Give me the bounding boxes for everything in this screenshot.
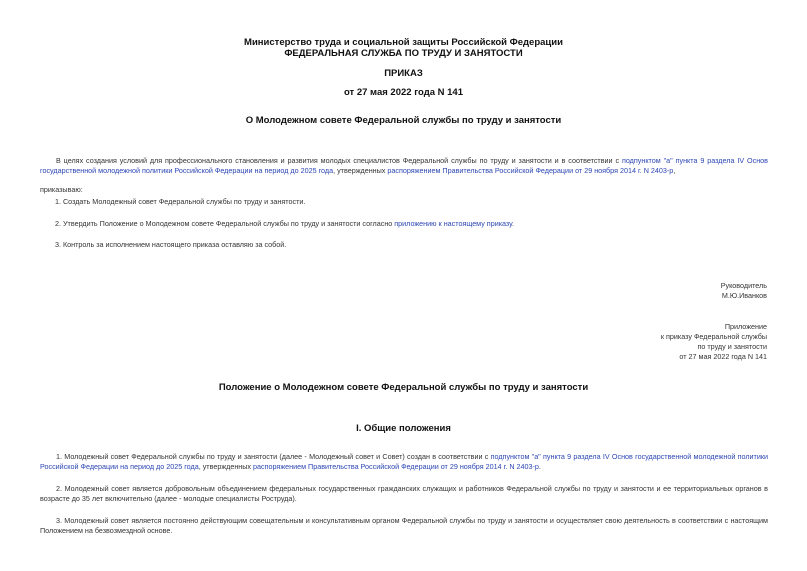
regulation-paragraph-3: [40, 516, 768, 536]
appendix-link[interactable]: приложению к настоящему приказу: [394, 219, 513, 228]
regulation-p3-text: 3. Молодежный совет является постоянно действующим совещательным и консультативным органом Федеральной службы по труду и занятости и осуществляет свою деятельность в соответствии с настоящим Положением на безвозмездной основе.: [40, 516, 768, 535]
doc-date: от 27 мая 2022 года N 141: [343, 87, 464, 98]
youth-policy-link-2[interactable]: подпунктом "а" пункта 9 раздела IV Основ государственной молодежной политики Российской Федерации на период до 2025 года: [40, 452, 768, 471]
regulation-p2-text: 2. Молодежный совет является добровольным объединением федеральных государственных гражданских служащих и работников Федеральной службы по труду и занятости и ее территориальных органов в возрасте до 35 лет включительно (далее - молодые специалисты Роструда).: [40, 484, 768, 503]
appendix-line-3: по труду и занятости: [697, 342, 767, 351]
preamble-text-2: , утвержденных: [333, 166, 388, 175]
doc-title: О Молодежном совете Федеральной службы по труду и занятости: [245, 115, 562, 126]
regulation-paragraph-2: [40, 484, 768, 504]
appendix-line-4: от 27 мая 2022 года N 141: [679, 352, 767, 361]
government-order-link[interactable]: распоряжением Правительства Российской Федерации от 29 ноября 2014 г. N 2403-р: [387, 166, 674, 175]
regulation-title: Положение о Молодежном совете Федеральной службы по труду и занятости: [218, 382, 589, 393]
section-heading: I. Общие положения: [356, 423, 451, 434]
government-order-link-2[interactable]: распоряжением Правительства Российской Федерации от 29 ноября 2014 г. N 2403-р: [253, 462, 539, 471]
order-item-2-text: 2. Утвердить Положение о Молодежном совете Федеральной службы по труду и занятости согласно: [55, 219, 395, 228]
orders-word: приказываю:: [40, 185, 83, 194]
preamble-text: В целях создания условий для профессионального становления и развития молодых специалистов Федеральной службы по труду и занятости и в соответствии с: [56, 156, 622, 165]
ministry-name: Министерство труда и социальной защиты Российской Федерации: [244, 37, 563, 48]
signature-name: М.Ю.Иванков: [721, 291, 767, 300]
preamble-text-3: ,: [673, 166, 676, 175]
appendix-line-2: к приказу Федеральной службы: [660, 332, 767, 341]
appendix-line-1: Приложение: [724, 322, 767, 331]
order-item-3: 3. Контроль за исполнением настоящего приказа оставляю за собой.: [55, 240, 287, 249]
order-item-2: [55, 219, 514, 228]
preamble-paragraph: [40, 156, 768, 176]
regulation-p1-mid: , утвержденных: [198, 462, 254, 471]
regulation-paragraph-1: [40, 452, 768, 472]
signature-role: Руководитель: [720, 281, 767, 290]
doc-type: ПРИКАЗ: [384, 68, 423, 79]
regulation-p1-text: 1. Молодежный совет Федеральной службы по труду и занятости (далее - Молодежный совет и Совет) создан в соответствии с: [56, 452, 491, 461]
order-item-2-end: .: [512, 219, 515, 228]
youth-policy-link[interactable]: подпунктом "а" пункта 9 раздела IV Основ государственной молодежной политики Российской Федерации на период до 2025 года: [40, 156, 768, 175]
order-item-1: 1. Создать Молодежный совет Федеральной службы по труду и занятости.: [55, 197, 306, 206]
regulation-p1-end: .: [538, 462, 541, 471]
service-name: ФЕДЕРАЛЬНАЯ СЛУЖБА ПО ТРУДУ И ЗАНЯТОСТИ: [284, 48, 523, 59]
